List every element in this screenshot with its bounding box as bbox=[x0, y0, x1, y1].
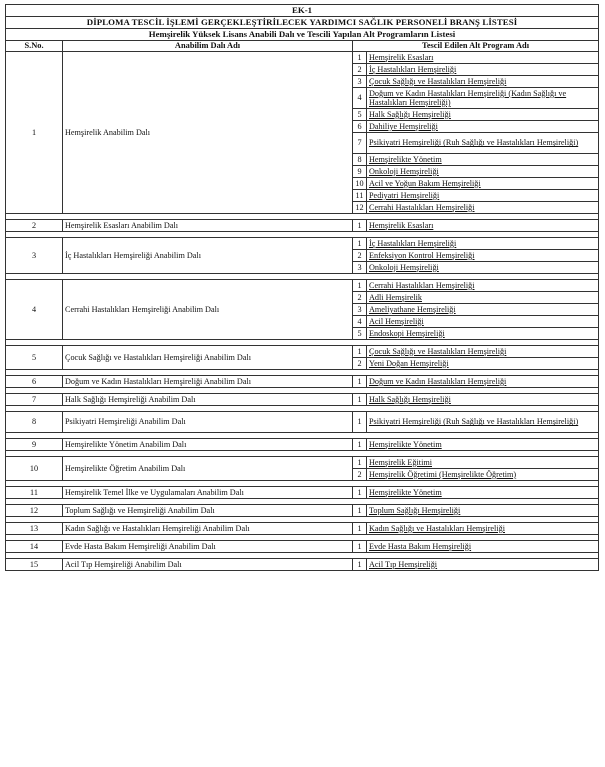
department-name: İç Hastalıkları Hemşireliği Anabilim Dalı bbox=[63, 238, 353, 274]
program-name: Çocuk Sağlığı ve Hastalıkları Hemşireliği bbox=[367, 346, 599, 358]
table-row bbox=[6, 238, 599, 250]
program-number: 1 bbox=[353, 457, 367, 469]
department-name: Hemşirelik Esasları Anabilim Dalı bbox=[63, 220, 353, 232]
document bbox=[5, 4, 598, 571]
branch-table bbox=[5, 4, 599, 571]
program-number: 1 bbox=[353, 394, 367, 406]
header-program: Tescil Edilen Alt Program Adı bbox=[353, 41, 599, 52]
program-number: 1 bbox=[353, 559, 367, 571]
program-name: Doğum ve Kadın Hastalıkları Hemşireliği bbox=[367, 376, 599, 388]
table-row bbox=[6, 523, 599, 535]
program-number: 4 bbox=[353, 316, 367, 328]
program-name: Kadın Sağlığı ve Hastalıkları Hemşireliği bbox=[367, 523, 599, 535]
table-row bbox=[6, 376, 599, 388]
header-row bbox=[6, 41, 599, 52]
program-name: Adli Hemşirelik bbox=[367, 292, 599, 304]
department-name: Doğum ve Kadın Hastalıkları Hemşireliği Anabilim Dalı bbox=[63, 376, 353, 388]
row-number: 3 bbox=[6, 238, 63, 274]
program-number: 1 bbox=[353, 505, 367, 517]
program-name: Çocuk Sağlığı ve Hastalıkları Hemşireliği bbox=[367, 76, 599, 88]
department-name: Halk Sağlığı Hemşireliği Anabilim Dalı bbox=[63, 394, 353, 406]
program-number: 1 bbox=[353, 346, 367, 358]
program-name: Hemşirelikte Yönetim bbox=[367, 439, 599, 451]
program-number: 2 bbox=[353, 358, 367, 370]
program-name: Onkoloji Hemşireliği bbox=[367, 166, 599, 178]
program-number: 1 bbox=[353, 412, 367, 433]
program-number: 1 bbox=[353, 541, 367, 553]
program-name: İç Hastalıkları Hemşireliği bbox=[367, 64, 599, 76]
table-row bbox=[6, 559, 599, 571]
program-name: Hemşirelik Esasları bbox=[367, 220, 599, 232]
program-name: Yeni Doğan Hemşireliği bbox=[367, 358, 599, 370]
table-row bbox=[6, 220, 599, 232]
table-row bbox=[6, 346, 599, 358]
program-name: Psikiyatri Hemşireliği (Ruh Sağlığı ve Hastalıkları Hemşireliği) bbox=[367, 133, 599, 154]
annex-label: EK-1 bbox=[6, 5, 599, 17]
program-number: 2 bbox=[353, 469, 367, 481]
program-name: Hemşirelik Esasları bbox=[367, 52, 599, 64]
program-name: Halk Sağlığı Hemşireliği bbox=[367, 109, 599, 121]
program-number: 5 bbox=[353, 109, 367, 121]
table-row bbox=[6, 505, 599, 517]
row-number: 11 bbox=[6, 487, 63, 499]
row-number: 14 bbox=[6, 541, 63, 553]
program-name: Dahiliye Hemşireliği bbox=[367, 121, 599, 133]
table-row bbox=[6, 280, 599, 292]
program-name: Hemşirelikte Yönetim bbox=[367, 154, 599, 166]
department-name: Hemşirelik Anabilim Dalı bbox=[63, 52, 353, 214]
program-name: Acil Tıp Hemşireliği bbox=[367, 559, 599, 571]
program-number: 1 bbox=[353, 487, 367, 499]
program-name: Hemşirelikte Yönetim bbox=[367, 487, 599, 499]
program-name: İç Hastalıkları Hemşireliği bbox=[367, 238, 599, 250]
program-name: Onkoloji Hemşireliği bbox=[367, 262, 599, 274]
row-number: 2 bbox=[6, 220, 63, 232]
row-number: 7 bbox=[6, 394, 63, 406]
program-name: Enfeksiyon Kontrol Hemşireliği bbox=[367, 250, 599, 262]
table-row bbox=[6, 412, 599, 433]
program-number: 7 bbox=[353, 133, 367, 154]
program-number: 1 bbox=[353, 376, 367, 388]
row-number: 5 bbox=[6, 346, 63, 370]
program-name: Halk Sağlığı Hemşireliği bbox=[367, 394, 599, 406]
program-number: 3 bbox=[353, 76, 367, 88]
row-number: 12 bbox=[6, 505, 63, 517]
program-number: 2 bbox=[353, 64, 367, 76]
program-name: Cerrahi Hastalıkları Hemşireliği bbox=[367, 280, 599, 292]
row-number: 4 bbox=[6, 280, 63, 340]
program-number: 9 bbox=[353, 166, 367, 178]
header-sno: S.No. bbox=[6, 41, 63, 52]
program-number: 1 bbox=[353, 439, 367, 451]
table-row bbox=[6, 439, 599, 451]
program-number: 2 bbox=[353, 292, 367, 304]
program-name: Toplum Sağlığı Hemşireliği bbox=[367, 505, 599, 517]
department-name: Hemşirelikte Yönetim Anabilim Dalı bbox=[63, 439, 353, 451]
department-name: Acil Tıp Hemşireliği Anabilim Dalı bbox=[63, 559, 353, 571]
program-number: 2 bbox=[353, 250, 367, 262]
row-number: 10 bbox=[6, 457, 63, 481]
program-name: Cerrahi Hastalıkları Hemşireliği bbox=[367, 202, 599, 214]
row-number: 6 bbox=[6, 376, 63, 388]
table-row bbox=[6, 541, 599, 553]
document-title: DİPLOMA TESCİL İŞLEMİ GERÇEKLEŞTİRİLECEK YARDIMCI SAĞLIK PERSONELİ BRANŞ LİSTESİ bbox=[6, 17, 599, 29]
department-name: Çocuk Sağlığı ve Hastalıkları Hemşireliği Anabilim Dalı bbox=[63, 346, 353, 370]
table-row bbox=[6, 394, 599, 406]
header-dept: Anabilim Dalı Adı bbox=[63, 41, 353, 52]
row-number: 15 bbox=[6, 559, 63, 571]
row-number: 9 bbox=[6, 439, 63, 451]
program-number: 1 bbox=[353, 280, 367, 292]
department-name: Psikiyatri Hemşireliği Anabilim Dalı bbox=[63, 412, 353, 433]
program-name: Hemşirelik Öğretimi (Hemşirelikte Öğretim) bbox=[367, 469, 599, 481]
department-name: Hemşirelikte Öğretim Anabilim Dalı bbox=[63, 457, 353, 481]
program-number: 11 bbox=[353, 190, 367, 202]
row-number: 1 bbox=[6, 52, 63, 214]
row-number: 13 bbox=[6, 523, 63, 535]
program-name: Hemşirelik Eğitimi bbox=[367, 457, 599, 469]
department-name: Cerrahi Hastalıkları Hemşireliği Anabilim Dalı bbox=[63, 280, 353, 340]
department-name: Evde Hasta Bakım Hemşireliği Anabilim Dalı bbox=[63, 541, 353, 553]
program-number: 1 bbox=[353, 238, 367, 250]
program-number: 3 bbox=[353, 304, 367, 316]
program-number: 12 bbox=[353, 202, 367, 214]
program-number: 3 bbox=[353, 262, 367, 274]
program-number: 1 bbox=[353, 52, 367, 64]
program-name: Evde Hasta Bakım Hemşireliği bbox=[367, 541, 599, 553]
program-number: 4 bbox=[353, 88, 367, 109]
program-number: 1 bbox=[353, 220, 367, 232]
program-number: 1 bbox=[353, 523, 367, 535]
program-number: 10 bbox=[353, 178, 367, 190]
program-name: Doğum ve Kadın Hastalıkları Hemşireliği (Kadın Sağlığı ve Hastalıkları Hemşireliği) bbox=[367, 88, 599, 109]
department-name: Kadın Sağlığı ve Hastalıkları Hemşireliği Anabilim Dalı bbox=[63, 523, 353, 535]
document-subtitle: Hemşirelik Yüksek Lisans Anabili Dalı ve Tescili Yapılan Alt Programların Listesi bbox=[6, 29, 599, 41]
program-number: 5 bbox=[353, 328, 367, 340]
table-row bbox=[6, 457, 599, 469]
program-name: Endoskopi Hemşireliği bbox=[367, 328, 599, 340]
program-name: Ameliyathane Hemşireliği bbox=[367, 304, 599, 316]
program-name: Acil ve Yoğun Bakım Hemşireliği bbox=[367, 178, 599, 190]
program-name: Acil Hemşireliği bbox=[367, 316, 599, 328]
table-body bbox=[6, 52, 599, 571]
program-number: 6 bbox=[353, 121, 367, 133]
program-name: Psikiyatri Hemşireliği (Ruh Sağlığı ve Hastalıkları Hemşireliği) bbox=[367, 412, 599, 433]
department-name: Hemşirelik Temel İlke ve Uygulamaları Anabilim Dalı bbox=[63, 487, 353, 499]
table-row bbox=[6, 487, 599, 499]
table-row bbox=[6, 52, 599, 64]
program-name: Pediyatri Hemşireliği bbox=[367, 190, 599, 202]
row-number: 8 bbox=[6, 412, 63, 433]
department-name: Toplum Sağlığı ve Hemşireliği Anabilim Dalı bbox=[63, 505, 353, 517]
program-number: 8 bbox=[353, 154, 367, 166]
